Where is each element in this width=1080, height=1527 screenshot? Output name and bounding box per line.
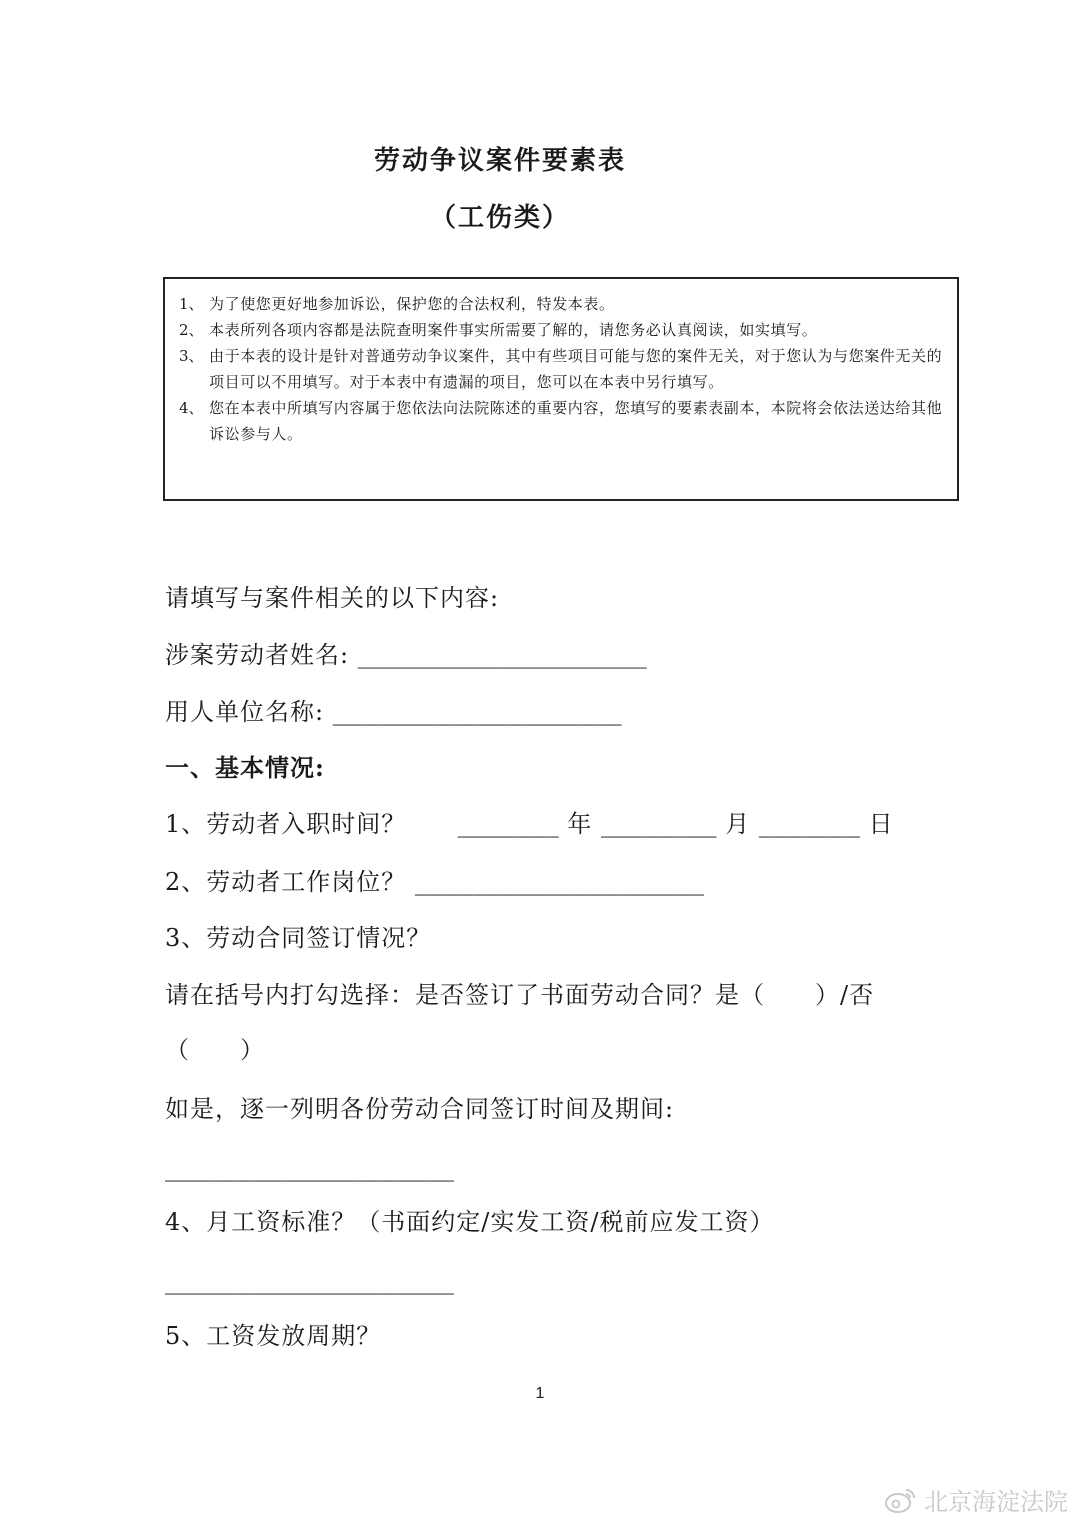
employer-name-row <box>165 696 622 728</box>
q1-year-blank[interactable]: _______ <box>457 810 559 838</box>
watermark <box>884 1482 1068 1517</box>
notice-item <box>179 395 943 447</box>
worker-name-label: 涉案劳动者姓名: <box>165 641 350 669</box>
q4-answer-blank[interactable]: ____________________ <box>165 1267 454 1295</box>
employer-name-blank[interactable]: ____________________ <box>332 698 622 726</box>
q3-followup: 如是，逐一列明各份劳动合同签订时间及期间: <box>165 1095 675 1123</box>
notice-number: 3、 <box>179 347 204 365</box>
notice-number: 2、 <box>179 321 204 339</box>
intro-text: 请填写与案件相关的以下内容: <box>165 584 500 612</box>
weibo-icon <box>884 1486 918 1514</box>
notice-item <box>179 291 943 317</box>
notice-item <box>179 317 943 343</box>
q2-blank[interactable]: ____________________ <box>414 868 704 896</box>
q1-month-blank[interactable]: ________ <box>601 810 717 838</box>
q1-day-unit: 日 <box>868 810 894 838</box>
q5-label: 5、工资发放周期？ <box>165 1322 382 1350</box>
q3-check-line: 请在括号内打勾选择：是否签订了书面劳动合同？是（ ）/否 <box>165 981 875 1009</box>
q1-label: 1、劳动者入职时间？ <box>165 810 407 838</box>
employer-name-label: 用人单位名称: <box>165 698 325 726</box>
document-title: 劳动争议案件要素表 <box>373 146 626 176</box>
q2-row <box>165 866 704 898</box>
document-subtitle: （工伤类） <box>429 203 570 233</box>
q3-answer-blank[interactable]: ____________________ <box>165 1154 454 1182</box>
q1-month-unit: 月 <box>725 810 751 838</box>
q2-label: 2、劳动者工作岗位？ <box>165 868 407 896</box>
q1-year-unit: 年 <box>567 810 593 838</box>
q1-row <box>165 808 894 840</box>
notice-number: 4、 <box>179 399 204 417</box>
section-heading: 一、基本情况: <box>165 753 325 782</box>
notice-item <box>179 343 943 395</box>
q4-label: 4、月工资标准？（书面约定/实发工资/税前应发工资） <box>165 1208 775 1236</box>
q3-label: 3、劳动合同签订情况？ <box>165 924 432 952</box>
q3-check-continuation[interactable]: （ ） <box>165 1036 265 1064</box>
worker-name-row <box>165 639 647 671</box>
notice-text: 由于本表的设计是针对普通劳动争议案件，其中有些项目可能与您的案件无关，对于您认为与您案件无关的项目可以不用填写。对于本表中有遗漏的项目，您可以在本表中另行填写。 <box>209 347 943 391</box>
q1-day-blank[interactable]: _______ <box>758 810 861 838</box>
notice-box <box>163 277 959 501</box>
notice-number: 1、 <box>179 295 204 313</box>
worker-name-blank[interactable]: ____________________ <box>357 641 647 669</box>
watermark-text: 北京海淀法院 <box>924 1488 1068 1516</box>
notice-text: 为了使您更好地参加诉讼，保护您的合法权利，特发本表。 <box>209 295 615 313</box>
notice-text: 本表所列各项内容都是法院查明案件事实所需要了解的，请您务必认真阅读，如实填写。 <box>209 321 818 339</box>
page-number: 1 <box>535 1385 545 1402</box>
notice-text: 您在本表中所填写内容属于您依法向法院陈述的重要内容，您填写的要素表副本，本院将会依法送达给其他诉讼参与人。 <box>209 399 943 443</box>
